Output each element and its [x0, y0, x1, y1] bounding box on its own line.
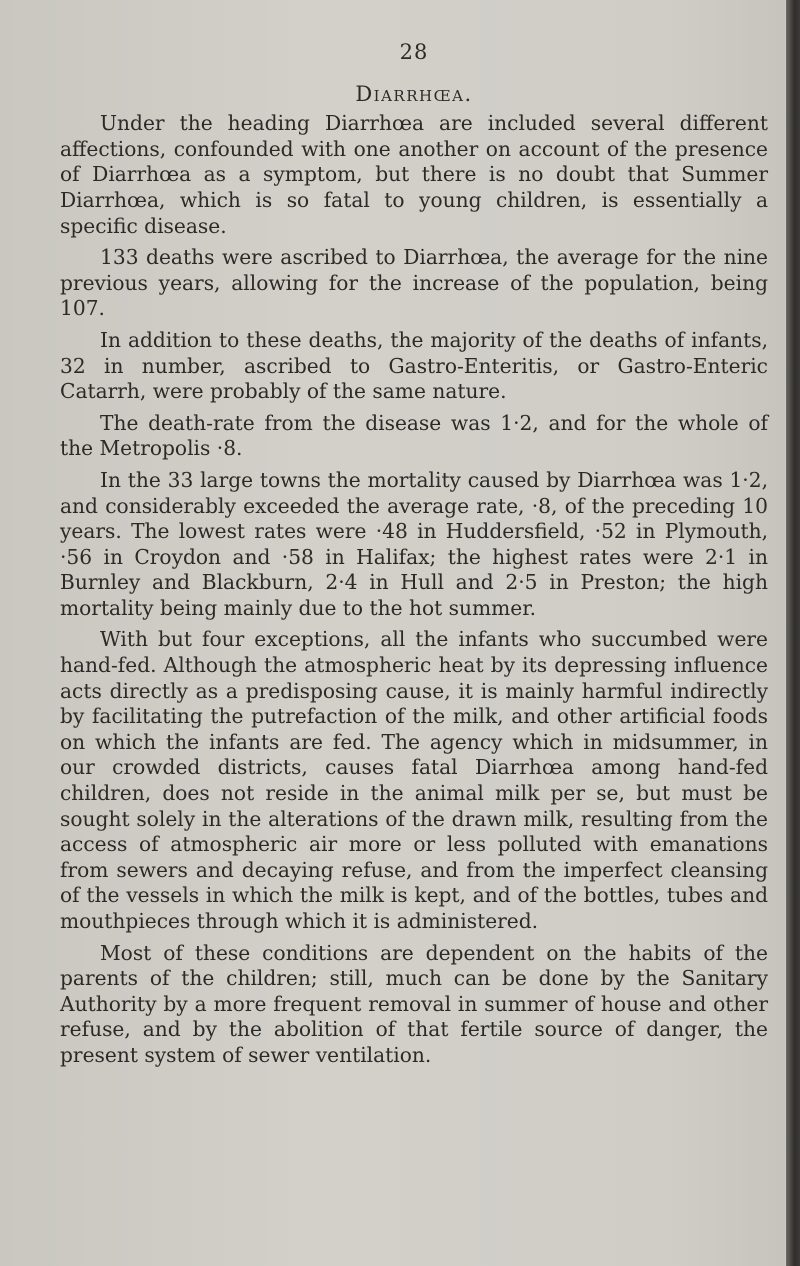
- page-content: [60, 40, 768, 1069]
- paragraph-3: In addition to these deaths, the majority of the deaths of infants, 32 in number, ascribed to Gastro-Enteritis, or Gastro-Enteric Catarrh, were probably of the same nature.: [60, 327, 768, 404]
- paragraph-7: Most of these conditions are dependent on the habits of the parents of the children; still, much can be done by the Sanitary Authority by a more frequent removal in summer of house and other refuse, and by the abolition of that fertile source of danger, the present system of sewer ventilation.: [60, 940, 768, 1067]
- paragraph-2: 133 deaths were ascribed to Diarrhœa, the average for the nine previous years, allowing for the increase of the population, being 107.: [60, 245, 768, 321]
- paragraph-6: With but four exceptions, all the infants who succumbed were hand-fed. Although the atmospheric heat by its depressing influence acts directly as a predisposing cause, it is mainly harmful indirectly by facilitating the putrefaction of the milk, and other artificial foods on which the infants are fed. The agency which in midsummer, in our crowded districts, causes fatal Diarrhœa among hand-fed children, does not reside in the animal milk per se, but must be sought solely in the alterations of the drawn milk, resulting from the access of atmospheric air more or less polluted with emanations from sewers and decaying refuse, and from the imperfect cleansing of the vessels in which the milk is kept, and of the bottles, tubes and mouthpieces through which it is administered.: [60, 627, 768, 933]
- book-spine-edge: [786, 0, 800, 1266]
- paragraph-1: Under the heading Diarrhœa are included several different affections, confounded with one another on account of the presence of Diarrhœa as a symptom, but there is no doubt that Summer Diarrhœa, which is so fatal to young children, is essentially a specific disease.: [60, 111, 768, 238]
- section-heading: Diarrhœa.: [355, 81, 473, 106]
- paragraph-4: The death-rate from the disease was 1·2, and for the whole of the Metropolis ·8.: [60, 410, 768, 461]
- paragraph-5: In the 33 large towns the mortality caused by Diarrhœa was 1·2, and considerably exceeded the average rate, ·8, of the preceding 10 years. The lowest rates were ·48 in Huddersfield, ·52 in Plymouth, ·56 in Croydon and ·58 in Halifax; the highest rates were 2·1 in Burnley and Blackburn, 2·4 in Hull and 2·5 in Preston; the high mortality being mainly due to the hot summer.: [60, 467, 768, 620]
- page-number: 28: [399, 40, 429, 64]
